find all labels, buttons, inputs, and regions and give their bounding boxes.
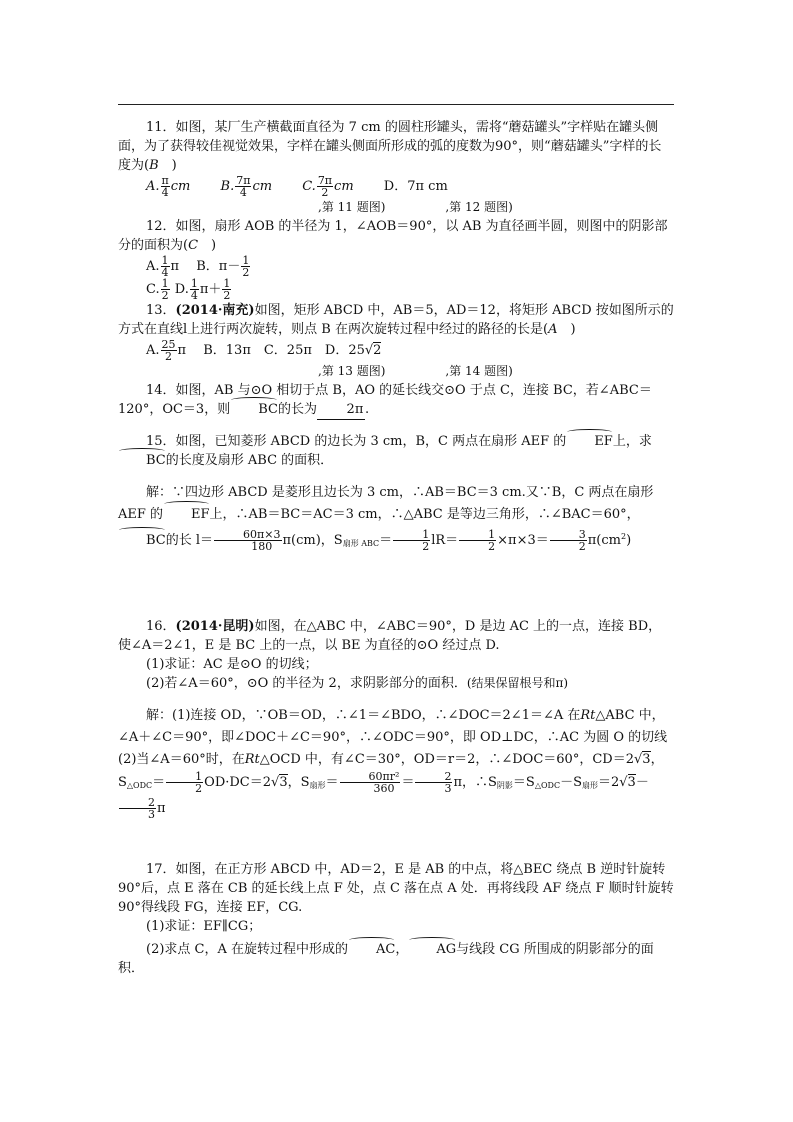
q16-sol-rt1: Rt [580,708,596,723]
q13-opt-a-num: 25 [161,338,176,351]
q11-stem [118,118,674,175]
q12-opt-c-num: 1 [161,277,169,290]
q16-sol-text12: ＝S [512,775,535,790]
q16-sol-text2: △ABC 中，∠A＋∠C＝90°，即∠DOC＋∠C＝90°，∴∠ODC＝90°，即 OD⊥DC，∴AC 为圆 O 的切线 (2)当∠A＝60°时，在 [118,708,681,767]
q16-sol-text14: ＝2 [597,775,620,790]
spacer [118,820,674,860]
q11-opt-c [302,174,354,199]
q14-arc-bc: BC [230,400,278,419]
q15-sol-frac-half2 [459,529,496,552]
document-body [118,118,681,978]
q16-stem [118,617,674,655]
q14-stem-text1: 14．如图，AB 与⊙O 相切于点 B，AO 的延长线交⊙O 于点 C，连接 BC，若∠ABC＝120°，OC＝3，则 [118,383,652,417]
q13-opt-rest: B．13π C．25π D．25 [203,343,365,358]
q16-stem-text: 如图，在△ABC 中，∠ABC＝90°，D 是边 AC 上的一点，连接 BD，使∠A＝2∠1，E 是 BC 上的一点，以 BE 为直径的⊙O 经过点 D. [118,619,662,653]
q14-stem [118,381,674,420]
q15-sol-num: 60π×3 [214,529,281,541]
q11-opt-b-unit: cm [252,179,273,194]
q16-sol-frac-twothirds [415,771,452,794]
q12-opt-b-num: 1 [242,254,250,267]
q15-sol-text7: ×π×3＝ [497,533,549,548]
q11-opt-c-unit: cm [334,179,354,194]
q15-sol-frac-area [550,529,587,552]
q16-sol-sqrt1 [634,751,651,767]
q15-sol-h1d: 2 [422,540,430,553]
q15-sol-text8: π(cm [587,533,621,548]
q15-sol-text1: 解：∵四边形 ABCD 是菱形且边长为 3 cm，∴AB＝BC＝3 cm.又∵B，C 两点在扇形 AEF 的 [118,485,654,522]
q16-sol-text3: △OCD 中，有∠C＝30°，OD＝r＝2，∴∠DOC＝60°， [259,752,593,767]
q15-sol-text2: 上，∴AB＝BC＝AC＝3 cm，∴△ABC 是等边三角形，∴∠BAC＝60°， [209,507,640,522]
q11-options [118,175,674,198]
spacer [118,693,674,705]
q15-sol-frac-length [214,529,281,552]
q15-sol-arc-bc: BC [118,530,166,552]
q14-answer-blank: 2π [317,400,365,420]
q16-part2-text: (2)若∠A＝60°，⊙O 的半径为 2，求阴影部分的面积． [146,676,467,691]
q13-opt-a-frac [161,339,177,362]
q13-source: (2014·南充) [175,303,255,318]
q16-source: (2014·昆明) [175,619,255,634]
q16-part2 [118,674,674,693]
q11-answer: B [149,158,159,173]
q16-sol-sqrt3 [619,774,636,790]
caption-fig-11: ,第 11 题图) [318,200,386,214]
q16-sol-text7: OD·DC＝2 [204,775,272,790]
q11-stem-text: 11．如图，某厂生产横截面直径为 7 cm 的圆柱形罐头，需将“蘑菇罐头”字样贴在罐头侧面，为了获得较佳视觉效果，字样在罐头侧面所形成的弧的度数为90°，则“蘑菇罐头”字样的长度为( [118,120,662,173]
q12-opt-c [146,277,171,302]
q12-opt-d-mid: π＋ [199,282,222,297]
q16-solution [118,705,681,821]
q13-answer: A [548,322,558,337]
q12-opt-c-label: C. [146,282,160,297]
q15-sol-text6: lR＝ [431,533,459,548]
q14-stem-text2: 的长为 [277,402,317,417]
q12-opt-d-label: D. [174,282,189,297]
q12-options-row1 [118,255,674,278]
q15-sol-text9: ) [626,533,632,548]
q16-sol-kd: 3 [148,808,155,821]
q13-q14-captions [118,362,674,381]
q12-opt-d [174,277,233,302]
q16-sol-gd: 3 [444,782,452,795]
q16-sol-rt2: Rt [244,752,260,767]
q15-arc-ef: EF [566,432,613,451]
q13-number: 13． [146,303,176,318]
q16-sol-text6: ＝ [152,775,166,790]
q12-opt-c-frac [161,278,170,301]
q16-sol-r3: 3 [627,775,636,790]
q16-sol-text16: π [157,801,166,816]
q11-opt-a-unit: cm [170,179,191,194]
q16-sol-hd: 2 [195,782,203,795]
q11-opt-c-den: 2 [321,186,329,199]
q12-opt-d-num2: 1 [223,277,231,290]
q17-stem: 17．如图，在正方形 ABCD 中，AD＝2，E 是 AB 的中点，将△BEC 绕点 B 逆时针旋转90°后，点 E 落在 CB 的延长线上点 F 处，点 C 落在点 A 处．再将线段 AF 绕点 F 顺时针旋转90°得线段 FG，连接 EF，CG. [118,862,674,915]
q16-sol-text10: ＝ [401,775,415,790]
q12-opt-a [146,254,180,279]
q12-opt-d-den1: 4 [190,289,198,302]
q12-opt-b-frac [241,255,250,278]
q11-opt-b-label: B. [220,179,235,194]
q15-sol-arc-ef: EF [163,504,210,526]
q17-part2-text2: ， [395,942,409,957]
q12-opt-a-num: 1 [161,254,169,267]
q13-opt-d-radicand: 2 [373,343,382,358]
q15-sol-h3d: 2 [578,540,586,553]
q12-opt-a-frac [161,255,170,278]
q16-sol-frac-sector [340,771,401,794]
q17-part2-text1: (2)求点 C，A 在旋转过程中形成的 [146,942,349,957]
q15-sol-frac-half1 [393,529,430,552]
q11-opt-a [146,174,191,199]
q16-number: 16． [146,619,176,634]
q16-sol-text15: － [635,775,649,790]
q12-opt-d-frac1 [190,278,199,301]
q15-stem-text1: 15．如图，已知菱形 ABCD 的边长为 3 cm，B，C 两点在扇形 AEF 的 [146,434,567,449]
q12-stem-text: 12．如图，扇形 AOB 的半径为 1，∠AOB＝90°，以 AB 为直径画半圆，则图中的阴影部分的面积为( [118,219,668,253]
q11-opt-a-frac [161,175,170,198]
header-rule [118,104,674,105]
q16-sol-sub3: 阴影 [496,781,513,790]
q15-stem-text2: 上，求 [612,434,652,449]
q16-part2-note: (结果保留根号和π) [466,676,569,690]
q16-sol-text13: －S [560,775,582,790]
caption-fig-12: ,第 12 题图) [445,200,513,214]
q11-opt-b [220,174,273,199]
q16-sol-gn: 2 [415,771,452,783]
q13-stem-text: 如图，矩形 ABCD 中，AB＝5，AD＝12，将矩形 ABCD 按如图所示的方式在直线l上进行两次旋转，则点 B 在两次旋转过程中经过的路径的长是( [118,303,674,337]
q12-answer: C [188,238,199,253]
q15-sol-sub: 扇形 ABC [342,539,380,548]
q16-part1: (1)求证：AC 是⊙O 的切线； [146,657,318,672]
q16-sol-text11: π，∴S [453,775,497,790]
q11-opt-c-label: C. [302,179,316,194]
q11-opt-d: D．7π cm [383,179,448,194]
q11-opt-c-num: 7π [317,174,333,187]
caption-fig-13: ,第 13 题图) [318,364,386,378]
q15-arc-bc: BC [118,451,166,470]
q15-sol-h3n: 3 [550,529,587,541]
q15-sol-h1n: 1 [393,529,430,541]
q16-sol-text1: 解：(1)连接 OD，∵OB＝OD，∴∠1＝∠BDO，∴∠DOC＝2∠1＝∠A 在 [146,708,581,723]
q12-opt-b-label: B．π－ [196,259,241,274]
q12-stem [118,217,674,255]
q12-opt-a-label: A. [146,259,160,274]
q15-sol-text4: π(cm)，S [282,533,343,548]
q16-sol-sub4: △ODC [534,781,561,790]
q16-sol-text5: ，S [118,752,664,790]
q15-sol-text5: ＝ [379,533,393,548]
q12-opt-a-tail: π [170,259,180,274]
q11-opt-b-den: 4 [239,186,247,199]
spacer [118,470,674,482]
q12-opt-b-den: 2 [242,266,250,279]
q17-part2 [118,940,674,978]
q12-opt-d-num1: 1 [190,277,198,290]
q11-opt-a-num: π [161,174,169,187]
q16-sol-text9: ＝ [325,775,339,790]
q11-opt-b-num: 7π [236,174,251,187]
q16-sol-r1: 3 [642,752,651,767]
q11-opt-c-frac [317,175,333,198]
q12-opt-c-den: 2 [161,289,169,302]
q16-sol-sqrt2 [271,774,288,790]
q16-sol-sub2: 扇形 [309,781,326,790]
q13-options [118,339,674,362]
q15-sol-h2d: 2 [488,540,496,553]
q15-sol-text3: 的长 l＝ [165,533,214,548]
q16-sol-frac-half [166,771,203,794]
q12-opt-a-den: 4 [161,266,169,279]
q11-close: ) [171,158,177,173]
q16-sol-fd: 360 [373,782,395,795]
q16-sol-text8: ，S [287,775,310,790]
q16-sol-hn: 1 [166,771,203,783]
caption-fig-14: ,第 14 题图) [445,364,513,378]
q12-opt-b [196,254,251,279]
q12-opt-d-den2: 2 [223,289,231,302]
q17-arc-ac: AC [348,940,395,959]
q13-opt-a [146,338,187,363]
q13-opt-a-label: A. [146,343,160,358]
q13-opt-a-den: 2 [165,350,173,363]
q15-sol-den: 180 [251,540,273,553]
q12-opt-d-frac2 [222,278,231,301]
q16-sol-kn: 2 [119,797,156,809]
q13-close: ) [570,322,576,337]
q13-stem [118,301,674,339]
q16-sol-text4: CD＝2 [592,752,634,767]
q11-opt-b-frac [235,175,251,198]
q12-close: ) [211,238,217,253]
q14-end: . [364,402,370,417]
spacer [118,555,674,617]
q16-sol-r2: 3 [279,775,288,790]
q16-sol-sub1: △ODC [126,781,153,790]
q17-part1: (1)求证：EF∥CG； [146,919,262,934]
q11-q12-captions [118,198,674,217]
q15-sol-sup: 2 [620,532,627,541]
q17-part2-text3: 与线段 CG 所围成的阴影部分的面积． [118,942,654,976]
q11-opt-a-label: A. [146,179,160,194]
q15-sol-h2n: 1 [459,529,496,541]
q16-sol-fn: 60πr² [340,771,401,783]
q13-opt-d-sqrt [365,342,382,358]
q16-sol-frac-final [119,797,156,820]
q15-stem-text3: 的长度及扇形 ABC 的面积． [165,453,334,468]
q15-stem [118,432,674,470]
q16-sol-sub5: 扇形 [581,781,598,790]
q11-opt-a-den: 4 [161,186,169,199]
q15-solution [118,482,674,555]
q17-arc-ag: AG [408,940,456,959]
q13-opt-a-tail: π [177,343,187,358]
q12-options-row2 [118,278,674,301]
